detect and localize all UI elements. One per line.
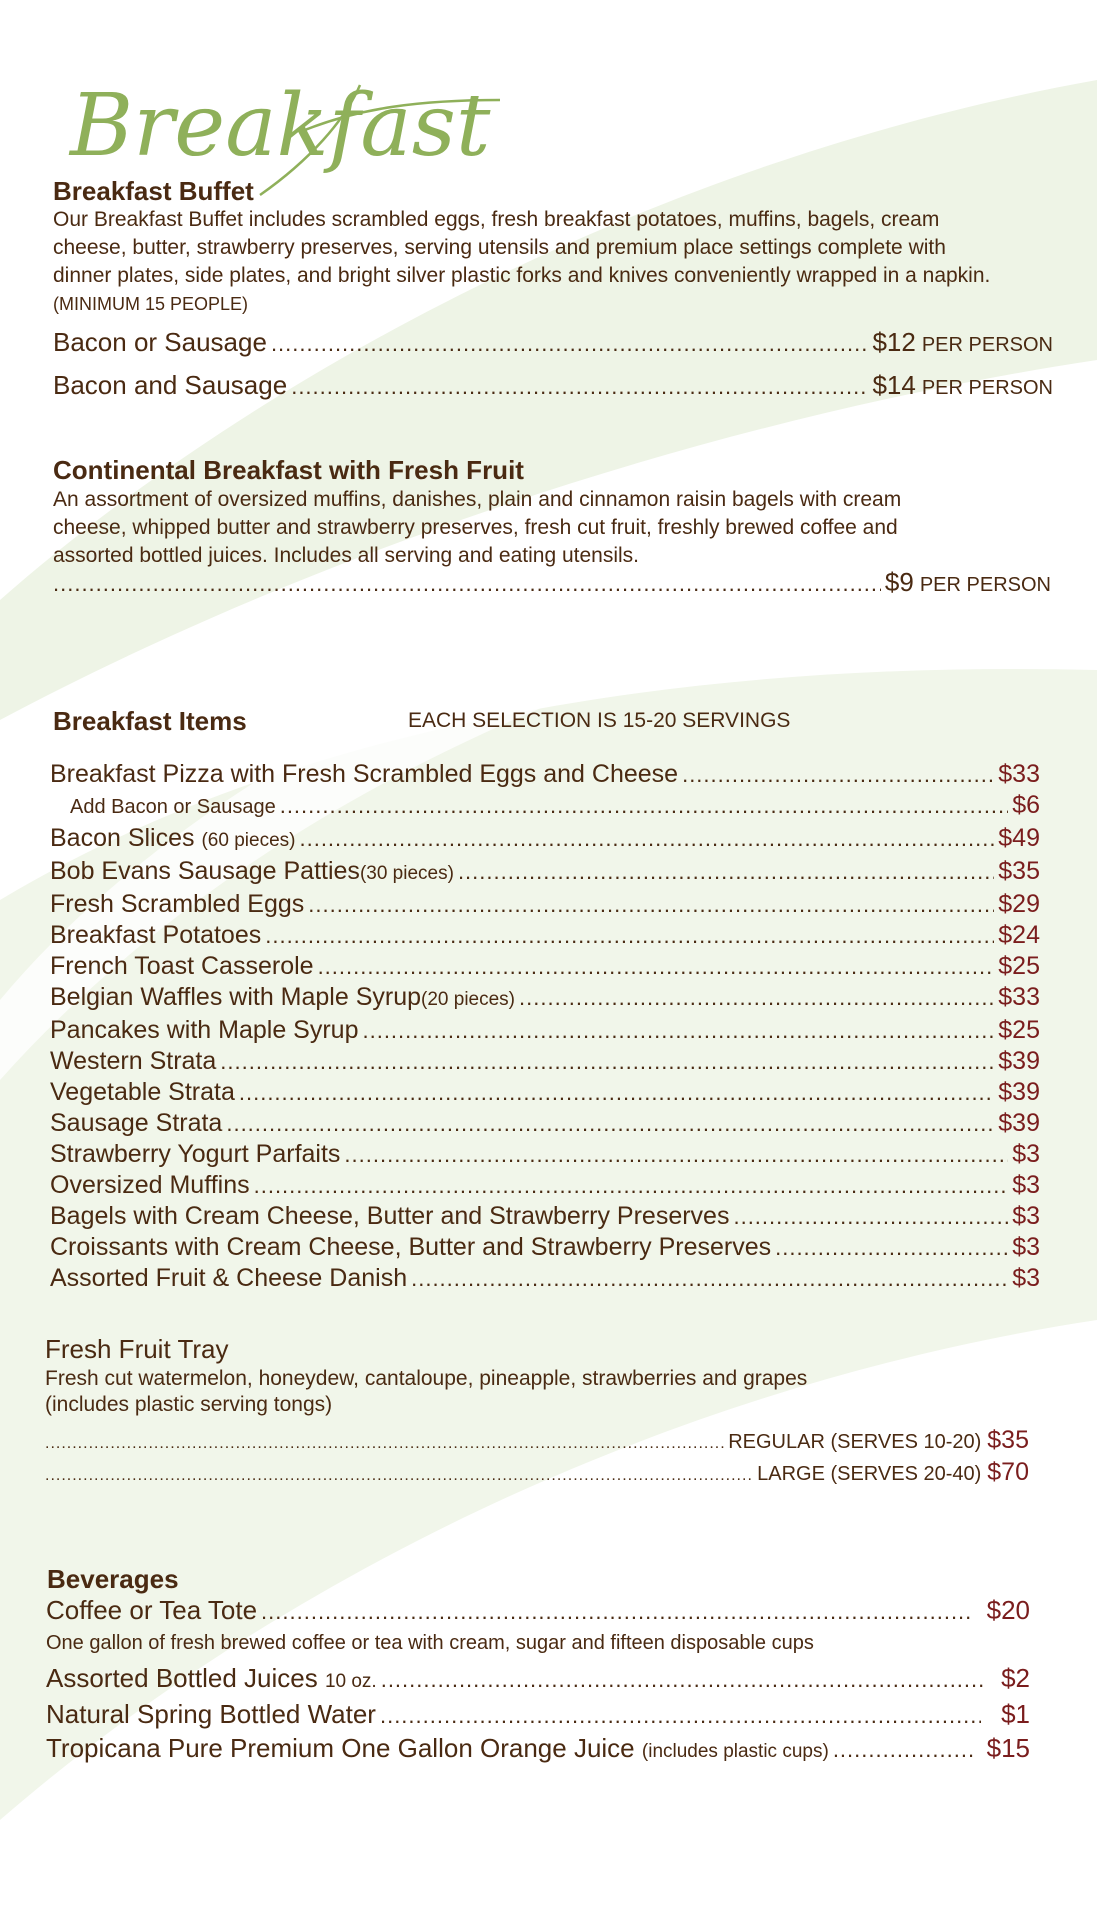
list-item xyxy=(50,1232,1040,1263)
buffet-minimum: (MINIMUM 15 PEOPLE) xyxy=(53,294,249,314)
item-name: Fresh Scrambled Eggs xyxy=(50,890,305,918)
item-note: (60 pieces) xyxy=(201,830,296,851)
dot-leader xyxy=(291,371,868,403)
item-name: Strawberry Yogurt Parfaits xyxy=(50,1140,341,1168)
fruit-tray-heading: Fresh Fruit Tray xyxy=(45,1334,229,1364)
dot-leader xyxy=(833,1734,973,1766)
item-name: Oversized Muffins xyxy=(50,1171,250,1199)
dot-leader xyxy=(265,920,994,951)
item-price: $25 xyxy=(998,952,1040,980)
item-name: Bagels with Cream Cheese, Butter and Strawberry Preserves xyxy=(50,1202,730,1230)
beverages-list xyxy=(46,1594,1030,1768)
item-price: $39 xyxy=(998,1109,1040,1137)
continental-price-row xyxy=(53,566,1051,601)
list-item xyxy=(46,1732,1030,1768)
item-name: Western Strata xyxy=(50,1047,217,1075)
list-item xyxy=(50,1015,1040,1046)
dot-leader xyxy=(381,1664,987,1696)
beverage-price: $20 xyxy=(986,1595,1030,1625)
dot-leader xyxy=(239,1077,994,1108)
dot-leader xyxy=(733,1201,1008,1232)
item-price: $35 xyxy=(998,857,1040,885)
buffet-option-name: Bacon or Sausage xyxy=(53,327,267,357)
list-item xyxy=(50,1263,1040,1294)
coffee-description: One gallon of fresh brewed coffee or tea with cream, sugar and fifteen disposable cups xyxy=(46,1632,814,1654)
beverage-name: Coffee or Tea Tote xyxy=(46,1595,258,1625)
buffet-options xyxy=(53,326,1053,404)
fruit-tray-size-label: REGULAR (SERVES 10-20) xyxy=(728,1431,982,1453)
item-price: $3 xyxy=(1012,1264,1040,1292)
item-price: $25 xyxy=(998,1016,1040,1044)
list-item xyxy=(46,1698,1030,1732)
item-price: $29 xyxy=(998,890,1040,918)
item-name: Pancakes with Maple Syrup xyxy=(50,1016,359,1044)
buffet-description-text: Our Breakfast Buffet includes scrambled eggs, fresh breakfast potatoes, muffins, bagels, cream cheese, butter, strawberry preserves, serving utensils and premium place settings complete with dinner plates, side plates, and bright silver plastic forks and knives conveniently wrapped in a napkin. xyxy=(53,208,991,287)
item-name: Belgian Waffles with Maple Syrup xyxy=(50,983,422,1011)
dot-leader xyxy=(775,1232,1008,1263)
buffet-option-price: $12 xyxy=(872,327,916,357)
beverage-note: 10 oz. xyxy=(324,1671,377,1692)
dot-leader xyxy=(682,759,994,790)
list-item xyxy=(50,823,1040,856)
dot-leader xyxy=(220,1046,994,1077)
dot-leader xyxy=(53,568,881,600)
item-name: Assorted Fruit & Cheese Danish xyxy=(50,1264,408,1292)
beverage-price: $15 xyxy=(986,1733,1030,1763)
item-price: $24 xyxy=(998,921,1040,949)
beverage-price: $1 xyxy=(1001,1699,1030,1729)
items-list xyxy=(50,759,1040,1294)
fruit-tray-size-price: $35 xyxy=(987,1426,1029,1454)
item-name: Croissants with Cream Cheese, Butter and Strawberry Preserves xyxy=(50,1233,772,1261)
continental-description: An assortment of oversized muffins, danishes, plain and cinnamon raisin bagels with cream cheese, whipped butter and strawberry preserves, fresh cut fruit, freshly brewed coffee and assorted bottled juices. Includes all serving and eating utensils. xyxy=(53,488,902,567)
list-item xyxy=(46,1594,1030,1628)
fruit-tray-size-label: LARGE (SERVES 20-40) xyxy=(757,1463,982,1485)
dot-leader xyxy=(261,1596,973,1628)
item-price: $33 xyxy=(998,760,1040,788)
fruit-tray-size-row xyxy=(45,1424,1029,1460)
dot-leader xyxy=(45,1460,753,1492)
dot-leader xyxy=(299,823,994,854)
continental-heading: Continental Breakfast with Fresh Fruit xyxy=(53,455,524,485)
item-name: Sausage Strata xyxy=(50,1109,223,1137)
list-item xyxy=(50,759,1040,790)
buffet-option-unit: PER PERSON xyxy=(921,334,1053,356)
list-item xyxy=(50,889,1040,920)
beverage-name: Natural Spring Bottled Water xyxy=(46,1699,376,1729)
list-item xyxy=(50,951,1040,982)
dot-leader xyxy=(226,1108,994,1139)
list-item xyxy=(46,1662,1030,1698)
fruit-tray-sub: (includes plastic serving tongs) xyxy=(45,1393,333,1416)
beverages-heading: Beverages xyxy=(47,1564,179,1594)
buffet-description xyxy=(53,206,993,318)
fruit-tray-sizes xyxy=(45,1424,1029,1492)
list-item xyxy=(50,1201,1040,1232)
dot-leader xyxy=(271,328,869,360)
item-price: $3 xyxy=(1012,1140,1040,1168)
dot-leader xyxy=(362,1015,994,1046)
items-servings-note: EACH SELECTION IS 15-20 SERVINGS xyxy=(408,709,791,732)
dot-leader xyxy=(458,856,994,887)
dot-leader xyxy=(318,951,995,982)
dot-leader xyxy=(280,790,1008,821)
item-price: $3 xyxy=(1012,1171,1040,1199)
item-name: Breakfast Pizza with Fresh Scrambled Eggs and Cheese xyxy=(50,760,679,788)
buffet-heading: Breakfast Buffet xyxy=(53,176,254,206)
dot-leader xyxy=(519,982,994,1013)
dot-leader xyxy=(254,1170,1009,1201)
beverage-name: Tropicana Pure Premium One Gallon Orange Juice xyxy=(46,1733,635,1763)
fruit-tray-size-row xyxy=(45,1456,1029,1492)
buffet-option-row xyxy=(53,326,1053,361)
list-item xyxy=(50,920,1040,951)
items-heading: Breakfast Items xyxy=(53,706,247,736)
item-price: $39 xyxy=(998,1047,1040,1075)
title-text: Breakfast xyxy=(70,76,491,176)
buffet-option-price: $14 xyxy=(872,370,916,400)
beverage-price: $2 xyxy=(1001,1663,1030,1693)
list-item xyxy=(50,1077,1040,1108)
item-name: Bob Evans Sausage Patties xyxy=(50,857,360,885)
continental-unit: PER PERSON xyxy=(919,574,1051,596)
buffet-option-name: Bacon and Sausage xyxy=(53,370,288,400)
item-price: $3 xyxy=(1012,1233,1040,1261)
buffet-option-row xyxy=(53,369,1053,404)
dot-leader xyxy=(344,1139,1008,1170)
continental-price: $9 xyxy=(884,567,914,597)
beverage-note: (includes plastic cups) xyxy=(641,1741,829,1762)
list-item xyxy=(50,1046,1040,1077)
list-item xyxy=(50,1108,1040,1139)
list-item xyxy=(50,790,1040,823)
item-note: (30 pieces) xyxy=(359,863,454,884)
beverage-name: Assorted Bottled Juices xyxy=(46,1663,318,1693)
buffet-option-unit: PER PERSON xyxy=(921,377,1053,399)
list-item xyxy=(50,982,1040,1015)
continental-price-line xyxy=(53,566,1051,601)
item-name: Bacon Slices xyxy=(50,824,195,852)
list-item xyxy=(50,856,1040,889)
item-price: $6 xyxy=(1012,791,1040,819)
fruit-tray-description: Fresh cut watermelon, honeydew, cantaloupe, pineapple, strawberries and grapes xyxy=(45,1367,808,1390)
item-price: $49 xyxy=(998,824,1040,852)
item-name: Breakfast Potatoes xyxy=(50,921,262,949)
list-item xyxy=(50,1139,1040,1170)
list-item xyxy=(50,1170,1040,1201)
fruit-tray-size-price: $70 xyxy=(987,1458,1029,1486)
dot-leader xyxy=(45,1428,724,1460)
item-note: (20 pieces) xyxy=(421,989,516,1010)
dot-leader xyxy=(308,889,994,920)
item-price: $33 xyxy=(998,983,1040,1011)
item-price: $39 xyxy=(998,1078,1040,1106)
item-name: French Toast Casserole xyxy=(50,952,314,980)
item-name: Add Bacon or Sausage xyxy=(70,796,276,818)
item-name: Vegetable Strata xyxy=(50,1078,235,1106)
dot-leader xyxy=(411,1263,1008,1294)
item-price: $3 xyxy=(1012,1202,1040,1230)
dot-leader xyxy=(380,1700,981,1732)
